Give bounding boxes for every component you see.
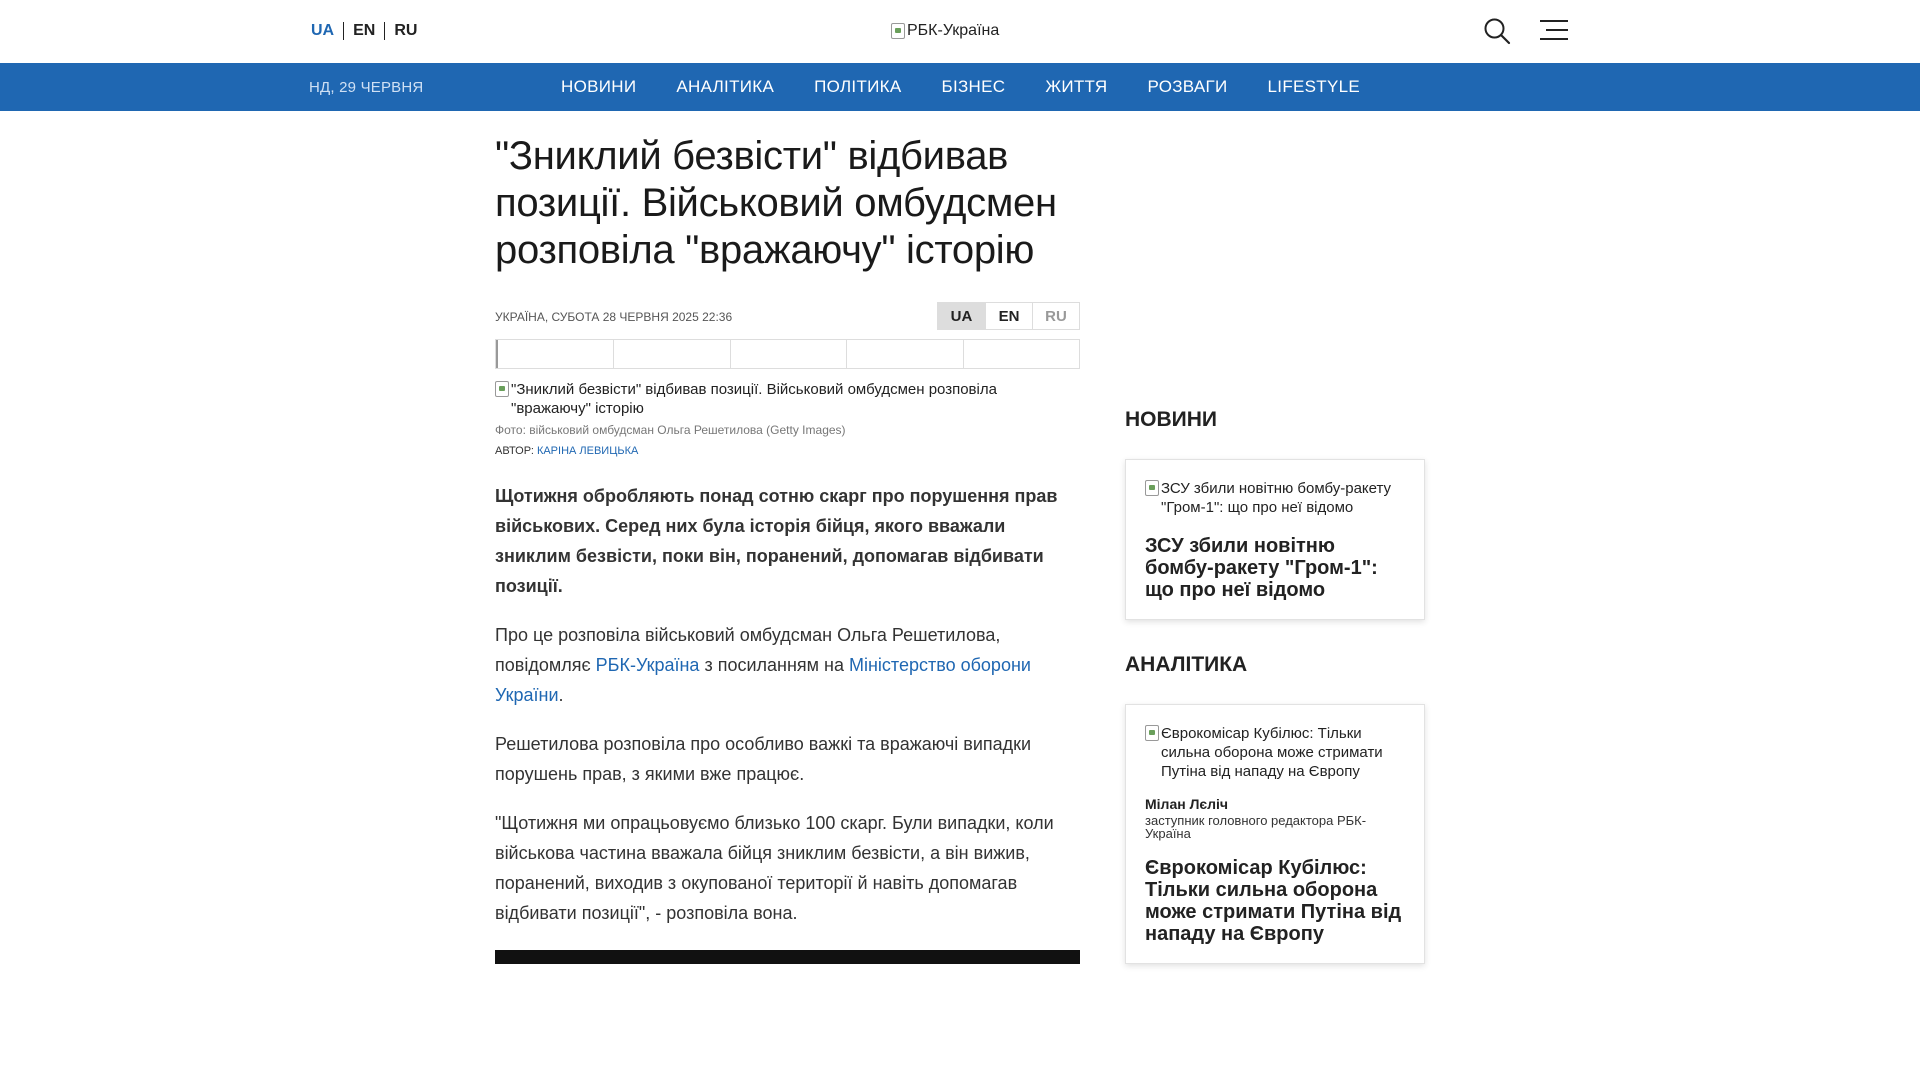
hero-image-alt-text: "Зниклий безвісти" відбивав позиції. Військовий омбудсмен розповіла "вражаючу" історію bbox=[511, 381, 997, 417]
sidebar-news-card[interactable] bbox=[1125, 459, 1425, 620]
article-lang-en-button[interactable]: EN bbox=[985, 303, 1032, 329]
paragraph-text: . bbox=[558, 685, 564, 705]
site-logo-alt-text: РБК-Україна bbox=[907, 22, 1000, 39]
image-caption: Фото: військовий омбудсман Ольга Решетилова (Getty Images) bbox=[495, 423, 846, 437]
search-icon[interactable] bbox=[1483, 17, 1511, 45]
article bbox=[495, 111, 1080, 964]
sidebar-news-title[interactable]: НОВИНИ bbox=[1125, 408, 1218, 431]
article-paragraph: Решетилова розповіла про особливо важкі та вражаючі випадки порушень прав, з якими вже працює. bbox=[495, 734, 1032, 784]
embedded-media-bar[interactable] bbox=[495, 950, 1080, 964]
analytics-card-image bbox=[1145, 724, 1405, 781]
article-lead: Щотижня обробляють понад сотню скарг про порушення прав військових. Серед них була історія бійця, якого вважали зниклим безвісти, поки він, поранений, допомагав відбивати позиції. bbox=[495, 486, 1058, 596]
article-lang-ua-button[interactable]: UA bbox=[938, 303, 985, 329]
article-title: "Зниклий безвісти" відбивав позиції. Військовий омбудсмен розповіла "вражаючу" історію bbox=[495, 134, 1057, 272]
sidebar-analytics-card[interactable] bbox=[1125, 704, 1425, 964]
nav-item-life[interactable]: ЖИТТЯ bbox=[1045, 77, 1108, 96]
author-label: АВТОР: bbox=[495, 445, 534, 457]
site-logo[interactable] bbox=[891, 22, 999, 40]
broken-image-icon bbox=[1145, 725, 1159, 741]
nav-item-lifestyle[interactable]: LIFESTYLE bbox=[1267, 77, 1361, 96]
lang-ru-link[interactable]: RU bbox=[394, 22, 418, 39]
news-card-image-alt-text: ЗСУ збили новітню бомбу-ракету "Гром-1": що про неї відомо bbox=[1161, 480, 1392, 516]
broken-image-icon bbox=[495, 381, 509, 397]
share-button[interactable] bbox=[730, 340, 846, 368]
nav-item-analytics[interactable]: АНАЛІТИКА bbox=[676, 77, 775, 96]
nav-item-news[interactable]: НОВИНИ bbox=[561, 77, 637, 96]
article-lang-ru-button[interactable]: RU bbox=[1032, 303, 1079, 329]
analytics-card-author-role: заступник головного редактора РБК-Україна bbox=[1145, 813, 1367, 841]
news-card-headline[interactable]: ЗСУ збили новітню бомбу-ракету "Гром-1": що про неї відомо bbox=[1145, 535, 1378, 601]
article-paragraph bbox=[495, 620, 1080, 710]
sidebar-analytics-title[interactable]: АНАЛІТИКА bbox=[1125, 653, 1248, 676]
share-button[interactable] bbox=[963, 340, 1079, 368]
main-navigation bbox=[0, 63, 1920, 111]
hamburger-menu-icon[interactable] bbox=[1540, 18, 1568, 42]
article-author bbox=[495, 445, 1080, 457]
ministry-of-defense-link[interactable]: Міністерство оборони України bbox=[495, 655, 1031, 705]
lang-ua-link[interactable]: UA bbox=[311, 22, 335, 39]
analytics-card-image-alt-text: Єврокомісар Кубілюс: Тільки сильна оборона може стримати Путіна від нападу на Європу bbox=[1161, 725, 1383, 780]
sidebar bbox=[1125, 111, 1425, 964]
language-switcher bbox=[311, 22, 426, 40]
nav-item-politics[interactable]: ПОЛІТИКА bbox=[814, 77, 902, 96]
share-button[interactable] bbox=[613, 340, 729, 368]
paragraph-text: з посиланням на bbox=[699, 655, 849, 675]
top-bar bbox=[0, 0, 1920, 63]
share-button[interactable] bbox=[496, 340, 613, 368]
author-link[interactable]: КАРІНА ЛЕВИЦЬКА bbox=[536, 445, 639, 457]
nav-item-business[interactable]: БІЗНЕС bbox=[941, 77, 1006, 96]
current-date: НД, 29 ЧЕРВНЯ bbox=[309, 79, 424, 96]
article-paragraph: "Щотижня ми опрацьовуємо близько 100 скарг. Були випадки, коли військова частина вважала бійця зниклим безвісти, а він вижив, поранений, виходив з окупованої території й навіть допомагав відбивати позиції", - розповіла вона. bbox=[495, 813, 1054, 923]
rbc-ukraine-link[interactable]: РБК-Україна bbox=[595, 655, 700, 675]
analytics-card-author-name: Мілан Лєліч bbox=[1145, 796, 1229, 812]
share-buttons bbox=[495, 339, 1080, 369]
broken-image-icon bbox=[891, 23, 905, 39]
paragraph-text: Про це розповіла військовий омбудсман Ольга Решетилова, повідомляє bbox=[495, 625, 1001, 675]
lang-en-link[interactable]: EN bbox=[353, 22, 376, 39]
article-date: УКРАЇНА, СУБОТА 28 ЧЕРВНЯ 2025 22:36 bbox=[495, 310, 733, 324]
article-meta-row bbox=[495, 302, 1080, 330]
nav-items bbox=[541, 63, 1380, 111]
hero-image bbox=[495, 380, 1080, 418]
analytics-card-headline[interactable]: Єврокомісар Кубілюс: Тільки сильна оборона може стримати Путіна від нападу на Європу bbox=[1145, 857, 1402, 945]
nav-item-entertainment[interactable]: РОЗВАГИ bbox=[1147, 77, 1228, 96]
news-card-image bbox=[1145, 479, 1405, 517]
article-language-switcher bbox=[937, 302, 1080, 330]
broken-image-icon bbox=[1145, 480, 1159, 496]
share-button[interactable] bbox=[846, 340, 962, 368]
